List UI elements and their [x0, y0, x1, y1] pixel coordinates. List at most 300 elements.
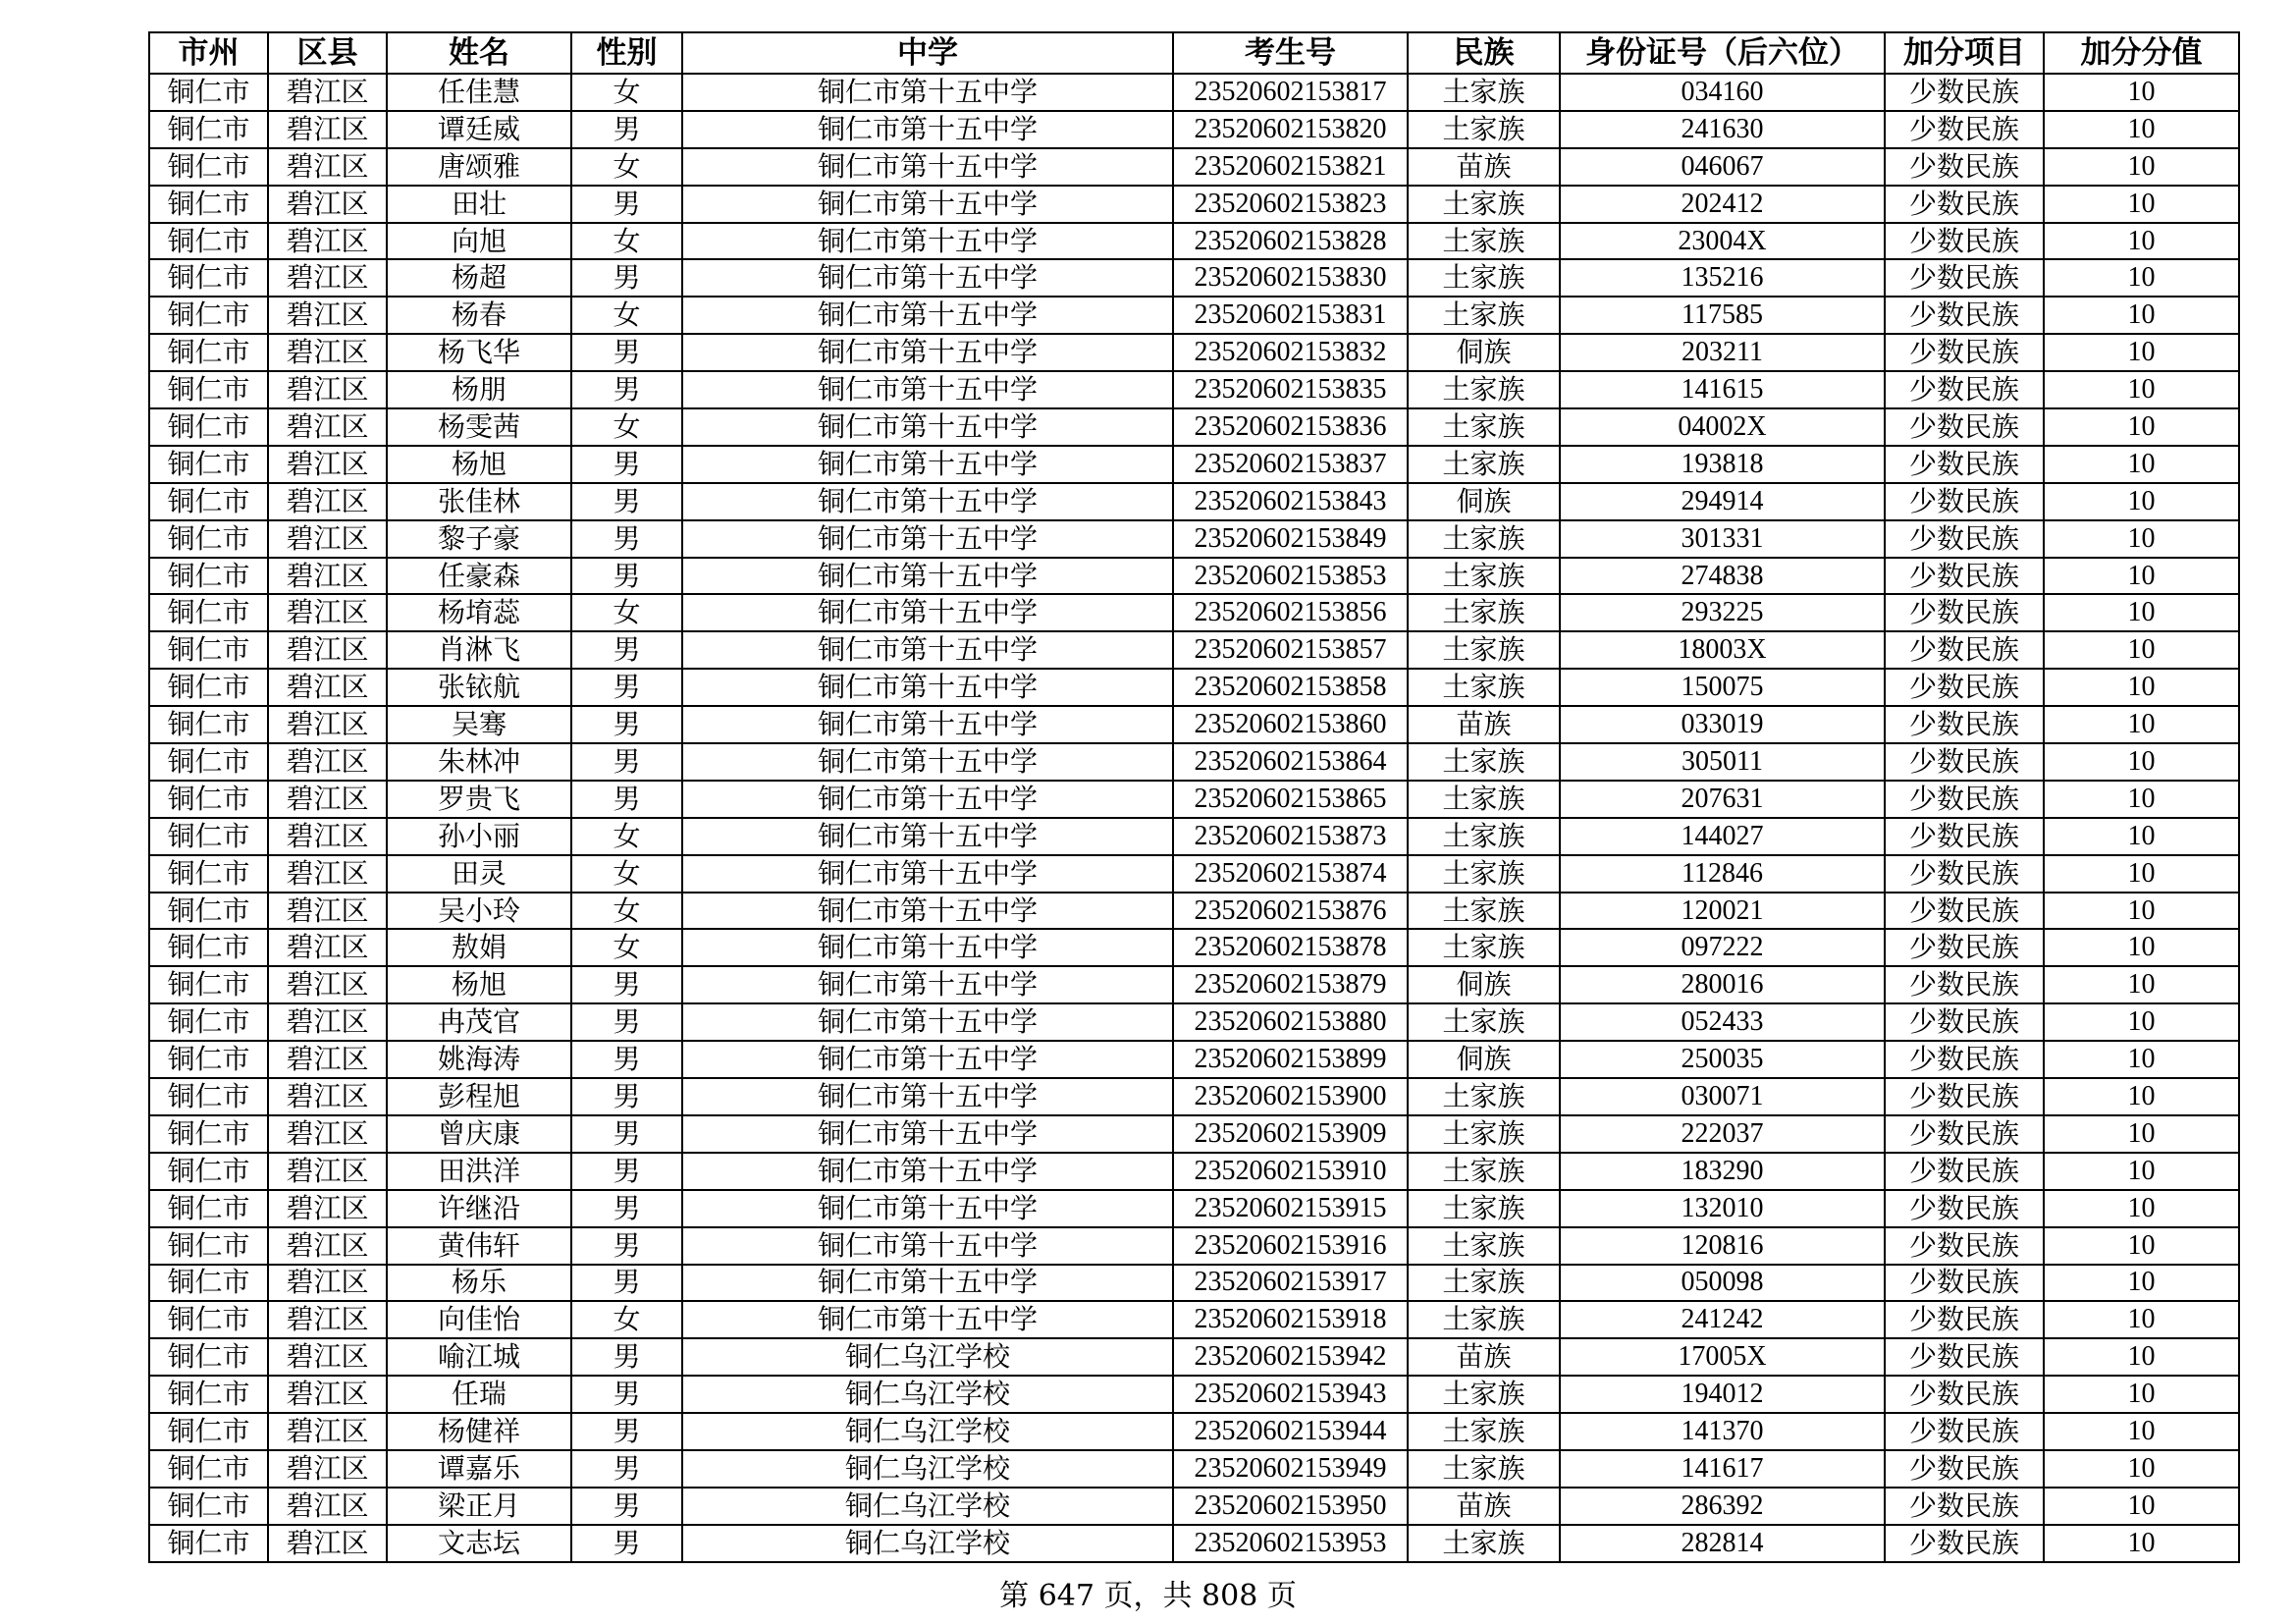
- cell-col-city: 铜仁市: [149, 781, 268, 818]
- cell-col-id-suffix: 274838: [1560, 558, 1885, 595]
- cell-col-exam-no: 23520602153878: [1173, 929, 1408, 966]
- cell-col-id-suffix: 034160: [1560, 74, 1885, 111]
- table-row: [149, 929, 2239, 966]
- cell-col-bonus-item: 少数民族: [1885, 929, 2044, 966]
- cell-col-bonus-item: 少数民族: [1885, 1450, 2044, 1488]
- cell-col-bonus-value: 10: [2044, 1227, 2239, 1265]
- cell-col-city: 铜仁市: [149, 1153, 268, 1190]
- cell-col-district: 碧江区: [268, 818, 387, 855]
- cell-col-bonus-item: 少数民族: [1885, 1041, 2044, 1078]
- cell-col-school: 铜仁市第十五中学: [682, 148, 1173, 186]
- cell-col-name: 姚海涛: [387, 1041, 571, 1078]
- cell-col-gender: 女: [571, 893, 682, 930]
- cell-col-name: 杨朋: [387, 371, 571, 408]
- cell-col-exam-no: 23520602153916: [1173, 1227, 1408, 1265]
- cell-col-id-suffix: 282814: [1560, 1525, 1885, 1562]
- cell-col-name: 杨雯茜: [387, 408, 571, 446]
- cell-col-name: 唐颂雅: [387, 148, 571, 186]
- table-row: [149, 1227, 2239, 1265]
- cell-col-district: 碧江区: [268, 594, 387, 631]
- cell-col-id-suffix: 293225: [1560, 594, 1885, 631]
- cell-col-city: 铜仁市: [149, 1338, 268, 1376]
- cell-col-exam-no: 23520602153915: [1173, 1190, 1408, 1227]
- cell-col-ethnicity: 土家族: [1408, 594, 1560, 631]
- header-col-city: 市州: [149, 32, 268, 74]
- cell-col-exam-no: 23520602153950: [1173, 1488, 1408, 1525]
- cell-col-bonus-item: 少数民族: [1885, 1153, 2044, 1190]
- cell-col-name: 许继沿: [387, 1190, 571, 1227]
- cell-col-gender: 男: [571, 1003, 682, 1041]
- cell-col-id-suffix: 202412: [1560, 186, 1885, 223]
- table-row: [149, 1078, 2239, 1115]
- cell-col-ethnicity: 土家族: [1408, 1115, 1560, 1153]
- cell-col-city: 铜仁市: [149, 483, 268, 520]
- table-row: [149, 74, 2239, 111]
- table-row: [149, 1413, 2239, 1450]
- cell-col-name: 张佳林: [387, 483, 571, 520]
- cell-col-name: 张铱航: [387, 669, 571, 706]
- cell-col-gender: 男: [571, 1153, 682, 1190]
- cell-col-school: 铜仁市第十五中学: [682, 855, 1173, 893]
- cell-col-name: 杨旭: [387, 966, 571, 1003]
- header-col-exam-no: 考生号: [1173, 32, 1408, 74]
- cell-col-gender: 女: [571, 1301, 682, 1338]
- cell-col-gender: 男: [571, 1376, 682, 1413]
- cell-col-id-suffix: 183290: [1560, 1153, 1885, 1190]
- table-row: [149, 1488, 2239, 1525]
- page-footer: 第 647 页，共 808 页: [999, 1579, 1297, 1613]
- cell-col-id-suffix: 112846: [1560, 855, 1885, 893]
- cell-col-school: 铜仁市第十五中学: [682, 1153, 1173, 1190]
- cell-col-ethnicity: 土家族: [1408, 223, 1560, 260]
- header-col-ethnicity: 民族: [1408, 32, 1560, 74]
- cell-col-id-suffix: 207631: [1560, 781, 1885, 818]
- cell-col-school: 铜仁市第十五中学: [682, 1190, 1173, 1227]
- cell-col-city: 铜仁市: [149, 743, 268, 781]
- cell-col-ethnicity: 土家族: [1408, 259, 1560, 297]
- cell-col-district: 碧江区: [268, 74, 387, 111]
- cell-col-gender: 女: [571, 408, 682, 446]
- cell-col-bonus-value: 10: [2044, 148, 2239, 186]
- cell-col-bonus-value: 10: [2044, 1413, 2239, 1450]
- cell-col-district: 碧江区: [268, 1338, 387, 1376]
- cell-col-school: 铜仁市第十五中学: [682, 371, 1173, 408]
- cell-col-ethnicity: 土家族: [1408, 1301, 1560, 1338]
- cell-col-district: 碧江区: [268, 1115, 387, 1153]
- cell-col-city: 铜仁市: [149, 818, 268, 855]
- cell-col-gender: 男: [571, 669, 682, 706]
- cell-col-bonus-value: 10: [2044, 186, 2239, 223]
- cell-col-name: 梁正月: [387, 1488, 571, 1525]
- cell-col-ethnicity: 土家族: [1408, 1376, 1560, 1413]
- cell-col-school: 铜仁市第十五中学: [682, 966, 1173, 1003]
- cell-col-name: 任豪森: [387, 558, 571, 595]
- cell-col-id-suffix: 046067: [1560, 148, 1885, 186]
- cell-col-exam-no: 23520602153860: [1173, 706, 1408, 743]
- cell-col-city: 铜仁市: [149, 1003, 268, 1041]
- cell-col-district: 碧江区: [268, 1488, 387, 1525]
- cell-col-gender: 男: [571, 1450, 682, 1488]
- cell-col-bonus-item: 少数民族: [1885, 371, 2044, 408]
- cell-col-exam-no: 23520602153879: [1173, 966, 1408, 1003]
- cell-col-bonus-item: 少数民族: [1885, 706, 2044, 743]
- cell-col-city: 铜仁市: [149, 186, 268, 223]
- table-body: [149, 74, 2239, 1562]
- header-col-bonus-item: 加分项目: [1885, 32, 2044, 74]
- cell-col-city: 铜仁市: [149, 446, 268, 483]
- cell-col-id-suffix: 194012: [1560, 1376, 1885, 1413]
- cell-col-bonus-value: 10: [2044, 594, 2239, 631]
- cell-col-bonus-item: 少数民族: [1885, 446, 2044, 483]
- table-row: [149, 1376, 2239, 1413]
- cell-col-bonus-value: 10: [2044, 259, 2239, 297]
- cell-col-district: 碧江区: [268, 1041, 387, 1078]
- cell-col-city: 铜仁市: [149, 408, 268, 446]
- cell-col-school: 铜仁市第十五中学: [682, 929, 1173, 966]
- cell-col-ethnicity: 土家族: [1408, 297, 1560, 334]
- cell-col-name: 田灵: [387, 855, 571, 893]
- cell-col-bonus-value: 10: [2044, 371, 2239, 408]
- cell-col-district: 碧江区: [268, 781, 387, 818]
- cell-col-city: 铜仁市: [149, 148, 268, 186]
- cell-col-gender: 男: [571, 446, 682, 483]
- cell-col-bonus-item: 少数民族: [1885, 966, 2044, 1003]
- cell-col-district: 碧江区: [268, 706, 387, 743]
- cell-col-gender: 男: [571, 1265, 682, 1302]
- cell-col-exam-no: 23520602153953: [1173, 1525, 1408, 1562]
- cell-col-gender: 男: [571, 1488, 682, 1525]
- cell-col-name: 文志坛: [387, 1525, 571, 1562]
- cell-col-exam-no: 23520602153820: [1173, 111, 1408, 148]
- cell-col-id-suffix: 301331: [1560, 520, 1885, 558]
- cell-col-ethnicity: 土家族: [1408, 1153, 1560, 1190]
- cell-col-city: 铜仁市: [149, 893, 268, 930]
- cell-col-city: 铜仁市: [149, 259, 268, 297]
- cell-col-school: 铜仁市第十五中学: [682, 893, 1173, 930]
- cell-col-bonus-value: 10: [2044, 408, 2239, 446]
- cell-col-bonus-item: 少数民族: [1885, 1265, 2044, 1302]
- table-row: [149, 855, 2239, 893]
- cell-col-city: 铜仁市: [149, 1115, 268, 1153]
- cell-col-city: 铜仁市: [149, 1301, 268, 1338]
- cell-col-exam-no: 23520602153910: [1173, 1153, 1408, 1190]
- cell-col-ethnicity: 侗族: [1408, 966, 1560, 1003]
- cell-col-city: 铜仁市: [149, 1078, 268, 1115]
- cell-col-district: 碧江区: [268, 743, 387, 781]
- cell-col-id-suffix: 150075: [1560, 669, 1885, 706]
- cell-col-name: 喻江城: [387, 1338, 571, 1376]
- cell-col-district: 碧江区: [268, 223, 387, 260]
- cell-col-bonus-item: 少数民族: [1885, 483, 2044, 520]
- cell-col-gender: 女: [571, 148, 682, 186]
- cell-col-ethnicity: 土家族: [1408, 1413, 1560, 1450]
- cell-col-bonus-value: 10: [2044, 631, 2239, 669]
- cell-col-name: 黄伟轩: [387, 1227, 571, 1265]
- cell-col-district: 碧江区: [268, 483, 387, 520]
- cell-col-bonus-value: 10: [2044, 818, 2239, 855]
- cell-col-name: 吴骞: [387, 706, 571, 743]
- cell-col-ethnicity: 土家族: [1408, 1525, 1560, 1562]
- cell-col-exam-no: 23520602153830: [1173, 259, 1408, 297]
- cell-col-name: 任佳慧: [387, 74, 571, 111]
- table-row: [149, 743, 2239, 781]
- cell-col-bonus-value: 10: [2044, 111, 2239, 148]
- cell-col-bonus-value: 10: [2044, 1078, 2239, 1115]
- cell-col-bonus-value: 10: [2044, 74, 2239, 111]
- cell-col-gender: 男: [571, 334, 682, 371]
- cell-col-id-suffix: 141370: [1560, 1413, 1885, 1450]
- cell-col-gender: 男: [571, 1190, 682, 1227]
- table-row: [149, 1041, 2239, 1078]
- cell-col-school: 铜仁市第十五中学: [682, 483, 1173, 520]
- cell-col-name: 冉茂官: [387, 1003, 571, 1041]
- cell-col-name: 罗贵飞: [387, 781, 571, 818]
- header-col-bonus-value: 加分分值: [2044, 32, 2239, 74]
- cell-col-school: 铜仁市第十五中学: [682, 1115, 1173, 1153]
- cell-col-id-suffix: 294914: [1560, 483, 1885, 520]
- cell-col-exam-no: 23520602153817: [1173, 74, 1408, 111]
- cell-col-district: 碧江区: [268, 966, 387, 1003]
- cell-col-bonus-value: 10: [2044, 334, 2239, 371]
- cell-col-school: 铜仁市第十五中学: [682, 186, 1173, 223]
- cell-col-id-suffix: 097222: [1560, 929, 1885, 966]
- cell-col-district: 碧江区: [268, 148, 387, 186]
- cell-col-ethnicity: 苗族: [1408, 1338, 1560, 1376]
- cell-col-id-suffix: 141617: [1560, 1450, 1885, 1488]
- cell-col-school: 铜仁市第十五中学: [682, 594, 1173, 631]
- cell-col-bonus-value: 10: [2044, 1301, 2239, 1338]
- cell-col-bonus-item: 少数民族: [1885, 818, 2044, 855]
- cell-col-exam-no: 23520602153823: [1173, 186, 1408, 223]
- cell-col-bonus-value: 10: [2044, 966, 2239, 1003]
- cell-col-gender: 女: [571, 223, 682, 260]
- cell-col-exam-no: 23520602153821: [1173, 148, 1408, 186]
- cell-col-id-suffix: 280016: [1560, 966, 1885, 1003]
- cell-col-id-suffix: 203211: [1560, 334, 1885, 371]
- table-row: [149, 558, 2239, 595]
- table-row: [149, 594, 2239, 631]
- cell-col-name: 谭嘉乐: [387, 1450, 571, 1488]
- cell-col-id-suffix: 050098: [1560, 1265, 1885, 1302]
- cell-col-bonus-item: 少数民族: [1885, 148, 2044, 186]
- cell-col-school: 铜仁市第十五中学: [682, 1265, 1173, 1302]
- table-row: [149, 1190, 2239, 1227]
- cell-col-bonus-item: 少数民族: [1885, 594, 2044, 631]
- cell-col-name: 黎子豪: [387, 520, 571, 558]
- cell-col-bonus-item: 少数民族: [1885, 223, 2044, 260]
- cell-col-ethnicity: 土家族: [1408, 893, 1560, 930]
- cell-col-ethnicity: 土家族: [1408, 743, 1560, 781]
- cell-col-id-suffix: 132010: [1560, 1190, 1885, 1227]
- cell-col-district: 碧江区: [268, 334, 387, 371]
- cell-col-school: 铜仁市第十五中学: [682, 111, 1173, 148]
- cell-col-district: 碧江区: [268, 186, 387, 223]
- cell-col-bonus-item: 少数民族: [1885, 186, 2044, 223]
- cell-col-exam-no: 23520602153853: [1173, 558, 1408, 595]
- cell-col-id-suffix: 052433: [1560, 1003, 1885, 1041]
- cell-col-city: 铜仁市: [149, 297, 268, 334]
- cell-col-school: 铜仁市第十五中学: [682, 520, 1173, 558]
- cell-col-city: 铜仁市: [149, 1413, 268, 1450]
- cell-col-district: 碧江区: [268, 297, 387, 334]
- cell-col-district: 碧江区: [268, 1525, 387, 1562]
- cell-col-gender: 男: [571, 259, 682, 297]
- cell-col-exam-no: 23520602153835: [1173, 371, 1408, 408]
- cell-col-ethnicity: 土家族: [1408, 818, 1560, 855]
- cell-col-school: 铜仁市第十五中学: [682, 297, 1173, 334]
- cell-col-gender: 男: [571, 1227, 682, 1265]
- cell-col-exam-no: 23520602153918: [1173, 1301, 1408, 1338]
- cell-col-name: 杨春: [387, 297, 571, 334]
- cell-col-bonus-item: 少数民族: [1885, 781, 2044, 818]
- cell-col-city: 铜仁市: [149, 1227, 268, 1265]
- cell-col-bonus-item: 少数民族: [1885, 893, 2044, 930]
- header-col-school: 中学: [682, 32, 1173, 74]
- cell-col-id-suffix: 144027: [1560, 818, 1885, 855]
- cell-col-gender: 女: [571, 929, 682, 966]
- cell-col-school: 铜仁乌江学校: [682, 1413, 1173, 1450]
- cell-col-city: 铜仁市: [149, 706, 268, 743]
- cell-col-id-suffix: 04002X: [1560, 408, 1885, 446]
- cell-col-ethnicity: 土家族: [1408, 669, 1560, 706]
- cell-col-city: 铜仁市: [149, 334, 268, 371]
- cell-col-ethnicity: 土家族: [1408, 929, 1560, 966]
- cell-col-exam-no: 23520602153828: [1173, 223, 1408, 260]
- cell-col-exam-no: 23520602153909: [1173, 1115, 1408, 1153]
- cell-col-school: 铜仁乌江学校: [682, 1450, 1173, 1488]
- cell-col-id-suffix: 241242: [1560, 1301, 1885, 1338]
- cell-col-city: 铜仁市: [149, 111, 268, 148]
- table-row: [149, 334, 2239, 371]
- cell-col-bonus-value: 10: [2044, 558, 2239, 595]
- cell-col-bonus-value: 10: [2044, 1041, 2239, 1078]
- cell-col-name: 杨旭: [387, 446, 571, 483]
- cell-col-school: 铜仁市第十五中学: [682, 818, 1173, 855]
- cell-col-bonus-item: 少数民族: [1885, 111, 2044, 148]
- cell-col-bonus-value: 10: [2044, 223, 2239, 260]
- cell-col-gender: 男: [571, 1338, 682, 1376]
- cell-col-school: 铜仁市第十五中学: [682, 1301, 1173, 1338]
- table-row: [149, 1301, 2239, 1338]
- cell-col-gender: 男: [571, 631, 682, 669]
- cell-col-school: 铜仁市第十五中学: [682, 74, 1173, 111]
- cell-col-bonus-item: 少数民族: [1885, 1227, 2044, 1265]
- cell-col-bonus-value: 10: [2044, 929, 2239, 966]
- cell-col-name: 杨堉蕊: [387, 594, 571, 631]
- cell-col-bonus-item: 少数民族: [1885, 1115, 2044, 1153]
- cell-col-bonus-value: 10: [2044, 1190, 2239, 1227]
- cell-col-bonus-value: 10: [2044, 1265, 2239, 1302]
- cell-col-gender: 男: [571, 186, 682, 223]
- cell-col-city: 铜仁市: [149, 371, 268, 408]
- cell-col-ethnicity: 苗族: [1408, 148, 1560, 186]
- cell-col-bonus-item: 少数民族: [1885, 1488, 2044, 1525]
- table-row: [149, 669, 2239, 706]
- cell-col-school: 铜仁市第十五中学: [682, 1041, 1173, 1078]
- cell-col-bonus-value: 10: [2044, 1338, 2239, 1376]
- cell-col-bonus-value: 10: [2044, 483, 2239, 520]
- cell-col-city: 铜仁市: [149, 855, 268, 893]
- cell-col-bonus-item: 少数民族: [1885, 1525, 2044, 1562]
- cell-col-city: 铜仁市: [149, 631, 268, 669]
- cell-col-id-suffix: 250035: [1560, 1041, 1885, 1078]
- cell-col-id-suffix: 305011: [1560, 743, 1885, 781]
- cell-col-name: 任瑞: [387, 1376, 571, 1413]
- cell-col-district: 碧江区: [268, 371, 387, 408]
- cell-col-bonus-value: 10: [2044, 1115, 2239, 1153]
- cell-col-exam-no: 23520602153944: [1173, 1413, 1408, 1450]
- cell-col-exam-no: 23520602153874: [1173, 855, 1408, 893]
- cell-col-school: 铜仁市第十五中学: [682, 408, 1173, 446]
- cell-col-exam-no: 23520602153880: [1173, 1003, 1408, 1041]
- cell-col-gender: 男: [571, 1413, 682, 1450]
- cell-col-bonus-value: 10: [2044, 743, 2239, 781]
- cell-col-bonus-item: 少数民族: [1885, 558, 2044, 595]
- cell-col-bonus-item: 少数民族: [1885, 631, 2044, 669]
- cell-col-ethnicity: 土家族: [1408, 446, 1560, 483]
- cell-col-gender: 男: [571, 1041, 682, 1078]
- cell-col-district: 碧江区: [268, 1003, 387, 1041]
- table-row: [149, 186, 2239, 223]
- cell-col-name: 谭廷威: [387, 111, 571, 148]
- cell-col-gender: 男: [571, 111, 682, 148]
- cell-col-city: 铜仁市: [149, 1450, 268, 1488]
- cell-col-district: 碧江区: [268, 111, 387, 148]
- cell-col-city: 铜仁市: [149, 669, 268, 706]
- cell-col-name: 向旭: [387, 223, 571, 260]
- cell-col-name: 曾庆康: [387, 1115, 571, 1153]
- cell-col-id-suffix: 286392: [1560, 1488, 1885, 1525]
- table-row: [149, 1525, 2239, 1562]
- cell-col-gender: 男: [571, 781, 682, 818]
- cell-col-id-suffix: 23004X: [1560, 223, 1885, 260]
- cell-col-bonus-item: 少数民族: [1885, 259, 2044, 297]
- cell-col-bonus-value: 10: [2044, 781, 2239, 818]
- cell-col-bonus-item: 少数民族: [1885, 1190, 2044, 1227]
- cell-col-exam-no: 23520602153858: [1173, 669, 1408, 706]
- table-row: [149, 446, 2239, 483]
- cell-col-ethnicity: 苗族: [1408, 1488, 1560, 1525]
- cell-col-school: 铜仁乌江学校: [682, 1488, 1173, 1525]
- cell-col-ethnicity: 土家族: [1408, 1265, 1560, 1302]
- cell-col-ethnicity: 土家族: [1408, 1003, 1560, 1041]
- cell-col-exam-no: 23520602153873: [1173, 818, 1408, 855]
- cell-col-bonus-value: 10: [2044, 893, 2239, 930]
- cell-col-district: 碧江区: [268, 1376, 387, 1413]
- cell-col-id-suffix: 030071: [1560, 1078, 1885, 1115]
- cell-col-id-suffix: 120816: [1560, 1227, 1885, 1265]
- cell-col-bonus-value: 10: [2044, 297, 2239, 334]
- cell-col-gender: 女: [571, 297, 682, 334]
- cell-col-school: 铜仁市第十五中学: [682, 259, 1173, 297]
- cell-col-name: 向佳怡: [387, 1301, 571, 1338]
- cell-col-ethnicity: 侗族: [1408, 483, 1560, 520]
- cell-col-district: 碧江区: [268, 855, 387, 893]
- cell-col-district: 碧江区: [268, 1190, 387, 1227]
- table-row: [149, 966, 2239, 1003]
- table-row: [149, 893, 2239, 930]
- cell-col-gender: 女: [571, 594, 682, 631]
- cell-col-district: 碧江区: [268, 446, 387, 483]
- cell-col-ethnicity: 土家族: [1408, 111, 1560, 148]
- cell-col-ethnicity: 土家族: [1408, 408, 1560, 446]
- cell-col-school: 铜仁市第十五中学: [682, 1003, 1173, 1041]
- cell-col-bonus-item: 少数民族: [1885, 669, 2044, 706]
- cell-col-gender: 男: [571, 1078, 682, 1115]
- cell-col-id-suffix: 241630: [1560, 111, 1885, 148]
- cell-col-city: 铜仁市: [149, 1190, 268, 1227]
- cell-col-ethnicity: 土家族: [1408, 1227, 1560, 1265]
